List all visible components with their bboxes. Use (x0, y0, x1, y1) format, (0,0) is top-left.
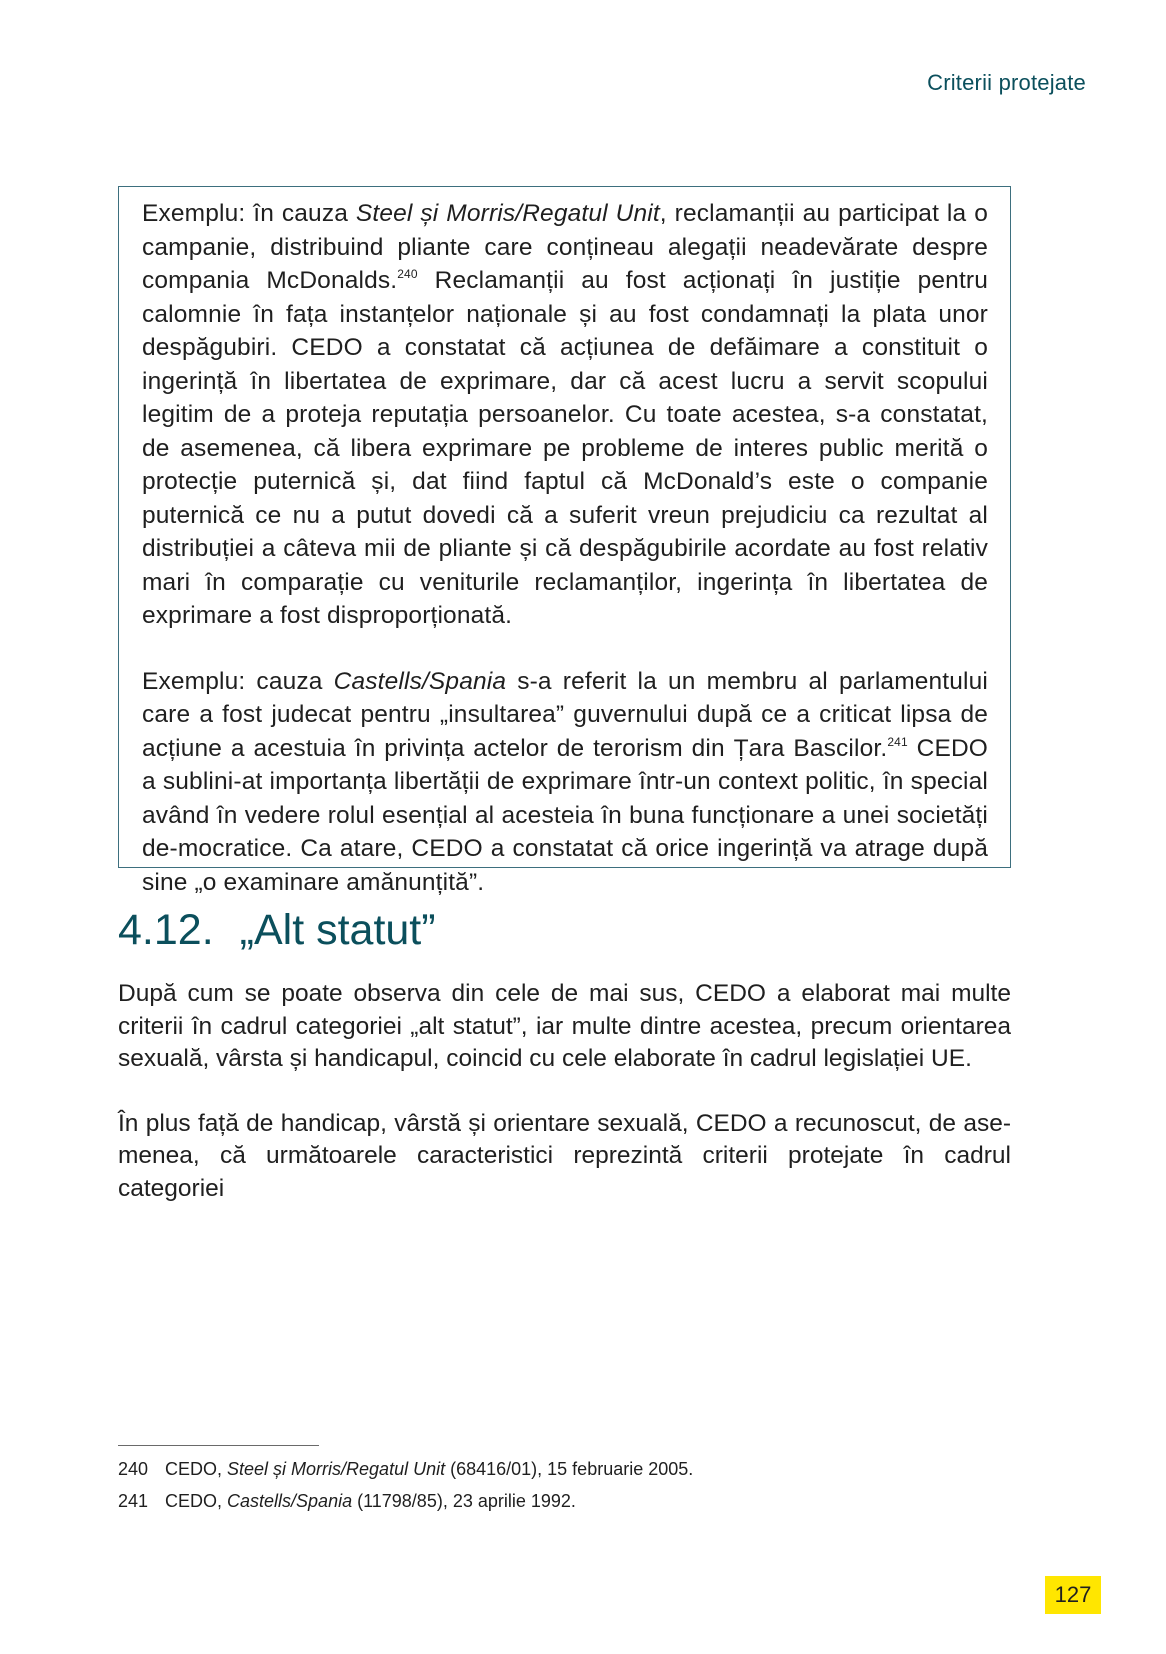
body-text (118, 978, 1011, 1205)
footnote (118, 1453, 1011, 1485)
section-title: „Alt statut” (239, 906, 436, 954)
footnote-text: CEDO, Castells/Spania (11798/85), 23 aprilie 1992. (165, 1491, 576, 1511)
footnote (118, 1485, 1011, 1517)
example-paragraph: Exemplu: cauza Castells/Spania s-a referit la un membru al parlamentului care a fost judecat pentru „insultarea” guvernului după ce a criticat lipsa de acțiune a acestuia în privința actelor de terorism din Țara Bascilor.$^{241}$ CEDO a sublini-at importanța libertății de exprimare într-un context politic, în special având în vedere rolul esențial al acesteia în buna funcționare a unei societăți de-mocratice. Ca atare, CEDO a constatat că orice ingerință va atrage după sine „o examinare amănunțită”. (142, 667, 989, 896)
case-name: Steel și Morris/Regatul Unit (355, 200, 660, 227)
case-name: Castells/Spania (227, 1491, 353, 1511)
footnotes (118, 1453, 1011, 1517)
footnote-divider (118, 1445, 319, 1446)
footnote-ref[interactable]: 240 (397, 267, 418, 281)
body-paragraph: După cum se poate observa din cele de mai sus, CEDO a elaborat mai multe criterii în cadrul categoriei „alt statut”, iar multe dintre acestea, precum orientarea sexuală, vârsta și handicapul, coincid cu cele elaborate în cadrul legislației UE. (118, 980, 1011, 1072)
case-name: Steel și Morris/Regatul Unit (227, 1459, 446, 1479)
example-box (118, 186, 1011, 896)
page-number: 127 (1045, 1576, 1101, 1614)
example-paragraph: Exemplu: în cauza Steel și Morris/Regatul Unit, reclamanții au participat la o campanie, distribuind pliante care conțineau alegații neadevărate despre compania McDonalds.$^{240}$ Reclamanții au fost acționați în justiție pentru calomnie în fața instanțelor naționale și au fost condamnați la plata unor despăgubiri. CEDO a constatat că acțiunea de defăimare a constituit o ingerință în libertatea de exprimare, dar că acest lucru a servit scopului legitim de a proteja reputația persoanelor. Cu toate acestea, s-a constatat, de asemenea, că libera exprimare pe probleme de interes public merită o protecție puternică și, dat fiind faptul că McDonald’s este o companie puternică ce nu a putut dovedi că a suferit vreun prejudiciu ca rezultat al distribuției a câteva mii de pliante și că despăgubirile acordate au fost relativ mari în comparație cu veniturile reclamanților, ingerința în libertatea de exprimare a fost disproporționată. (142, 200, 988, 629)
section-heading (118, 906, 436, 955)
footnote-ref[interactable]: 241 (887, 734, 908, 749)
footnote-text: CEDO, Steel și Morris/Regatul Unit (68416/01), 15 februarie 2005. (165, 1459, 694, 1479)
case-name: Castells/Spania (333, 667, 507, 695)
footnote-number: 240 (118, 1459, 149, 1479)
section-number: 4.12. (118, 906, 214, 954)
body-paragraph: În plus față de handicap, vârstă și orientare sexuală, CEDO a recunoscut, de ase-menea, că următoarele caracteristici reprezintă criterii protejate în cadrul categoriei (118, 1109, 1011, 1202)
footnote-number: 241 (118, 1491, 149, 1511)
running-head: Criterii protejate (927, 70, 1086, 95)
